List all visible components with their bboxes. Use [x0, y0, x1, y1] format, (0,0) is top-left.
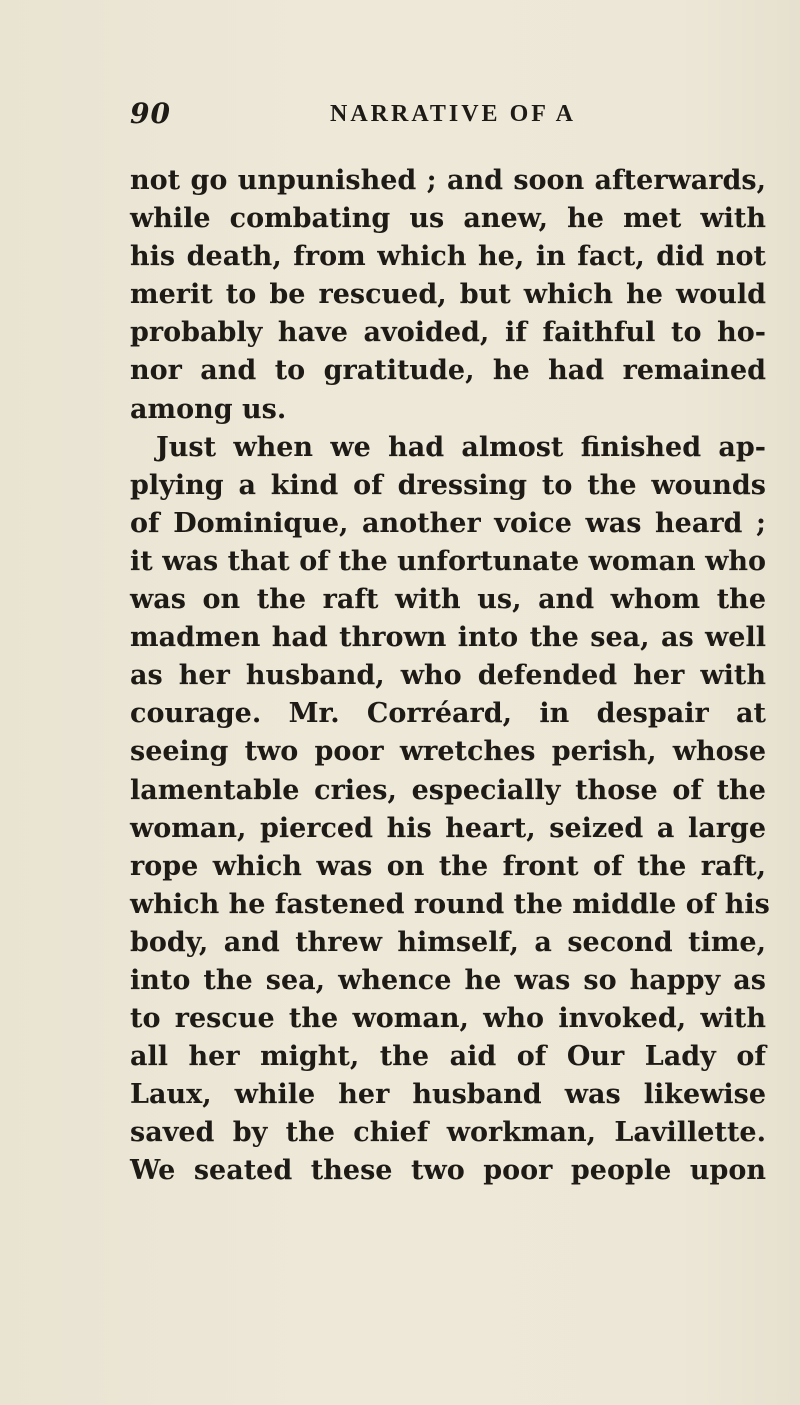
text-line: body, and threw himself, a second time, — [130, 926, 766, 958]
text-line: lamentable cries, especially those of the — [130, 774, 766, 806]
running-head: NARRATIVE OF A — [330, 101, 577, 127]
text-line: as her husband, who defended her with — [130, 660, 766, 692]
text-line: nor and to gratitude, he had remained — [130, 355, 766, 387]
text-line: madmen had thrown into the sea, as well — [130, 622, 766, 654]
text-line: Laux, while her husband was likewise — [130, 1079, 766, 1111]
text-line: Just when we had almost finished ap- — [156, 431, 766, 463]
text-line: to rescue the woman, who invoked, with — [130, 1003, 766, 1035]
text-line: courage. Mr. Corréard, in despair at — [130, 698, 766, 730]
text-line: his death, from which he, in fact, did not — [130, 241, 766, 273]
text-line: merit to be rescued, but which he would — [130, 279, 766, 311]
body-text — [130, 162, 770, 1191]
text-line: among us. — [130, 393, 287, 425]
text-line: into the sea, whence he was so happy as — [130, 964, 766, 996]
text-line: all her might, the aid of Our Lady of — [130, 1041, 766, 1073]
page-number: 90 — [130, 97, 171, 130]
text-line: saved by the chief workman, Lavillette. — [130, 1117, 766, 1149]
text-line: rope which was on the front of the raft, — [130, 850, 766, 882]
text-line: which he fastened round the middle of his — [130, 888, 770, 920]
text-line: seeing two poor wretches perish, whose — [130, 736, 766, 768]
text-line: We seated these two poor people upon — [130, 1155, 766, 1187]
text-line: was on the raft with us, and whom the — [130, 584, 766, 616]
text-line: plying a kind of dressing to the wounds — [130, 469, 766, 501]
text-line: not go unpunished ; and soon afterwards, — [130, 165, 766, 196]
text-line: woman, pierced his heart, seized a large — [130, 812, 766, 844]
text-line: of Dominique, another voice was heard ; — [130, 507, 766, 539]
text-line: it was that of the unfortunate woman who — [130, 545, 766, 577]
page-header — [130, 97, 770, 131]
text-line: probably have avoided, if faithful to ho- — [130, 317, 766, 349]
text-line: while combating us anew, he met with — [130, 203, 766, 235]
